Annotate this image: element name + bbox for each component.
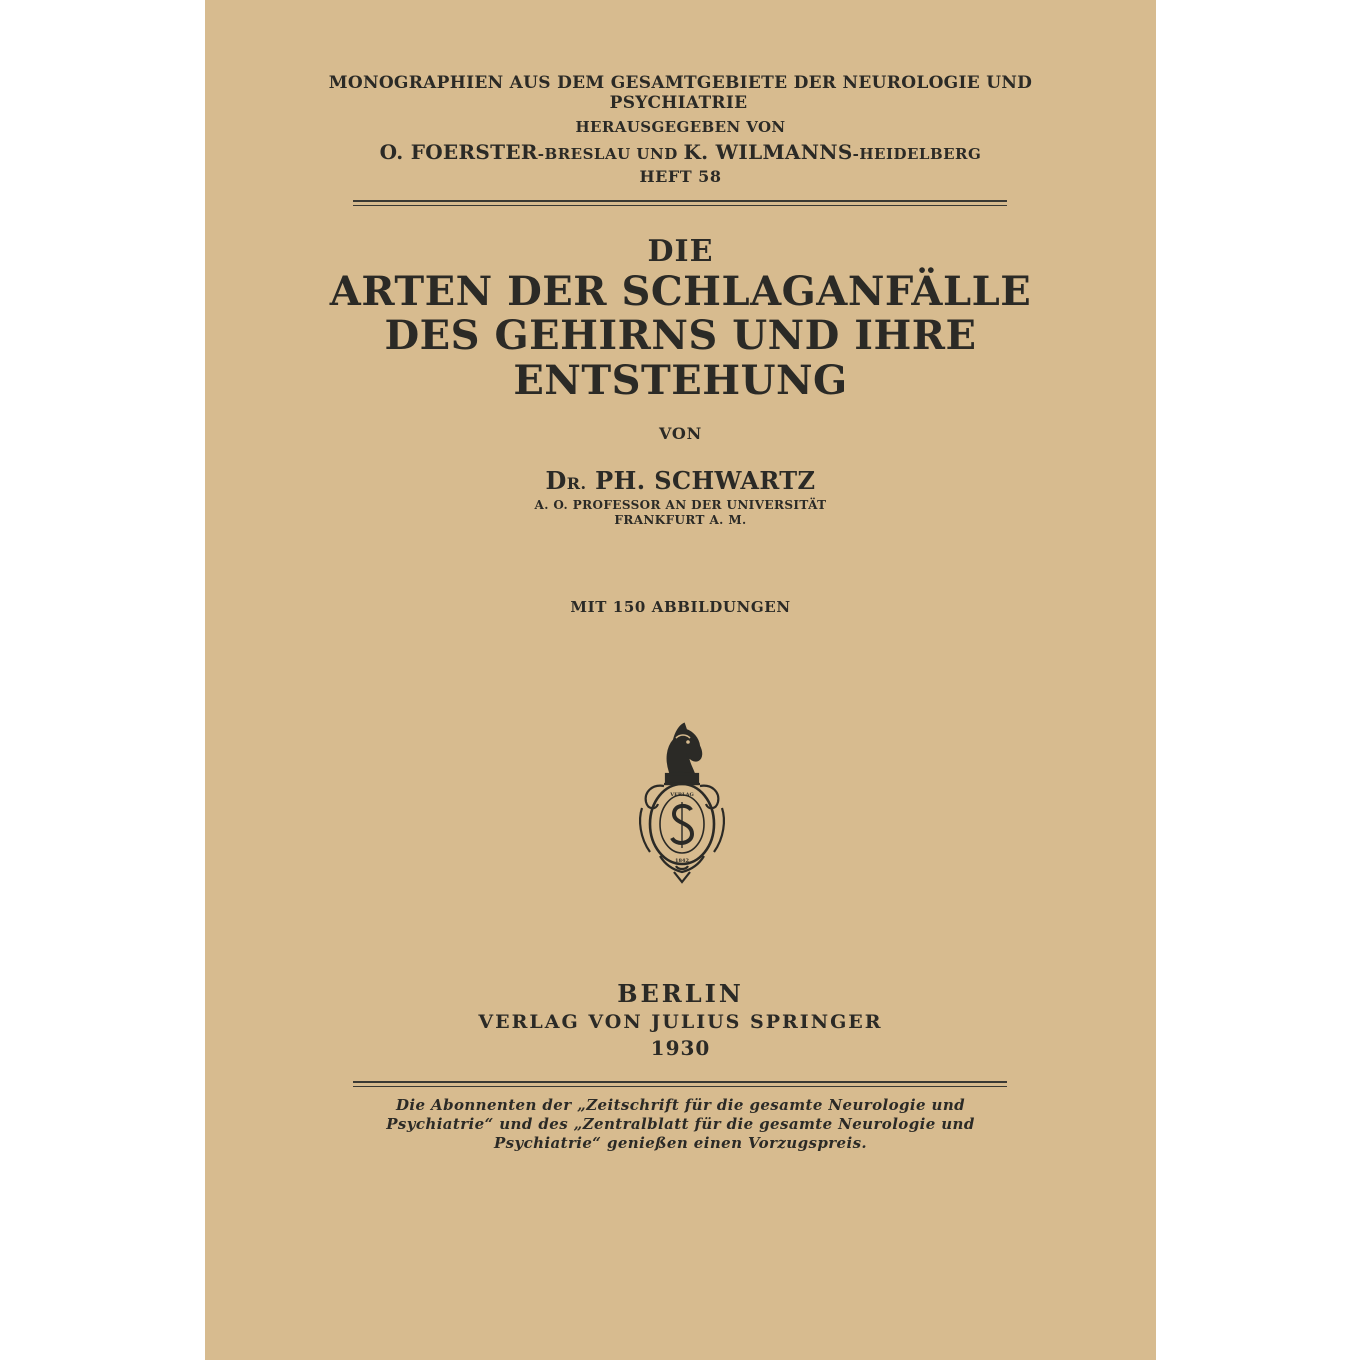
author-affiliation-1: A. O. PROFESSOR AN DER UNIVERSITÄT — [534, 498, 827, 512]
editor-1-city: -BRESLAU UND — [537, 145, 684, 163]
bottom-double-rule — [353, 1081, 1007, 1087]
edited-by-label: HERAUSGEGEBEN VON — [575, 118, 786, 136]
title-line-2: DES GEHIRNS UND IHRE — [384, 312, 977, 359]
editors — [205, 140, 1156, 164]
author-name — [205, 466, 1156, 495]
byline: VON — [658, 424, 703, 443]
subscriber-note-line-1: Die Abonnenten der „Zeitschrift für die gesamte Neurologie und — [395, 1096, 966, 1114]
svg-text:VERLAG: VERLAG — [670, 792, 694, 798]
subscriber-note-line-3: Psychiatrie“ genießen einen Vorzugspreis. — [493, 1134, 868, 1152]
title-article: DIE — [647, 234, 714, 269]
svg-text:1842: 1842 — [675, 858, 689, 864]
subscriber-note-line-2: Psychiatrie“ und des „Zentralblatt für die gesamte Neurologie und — [386, 1115, 975, 1133]
imprint-year: 1930 — [650, 1036, 711, 1060]
editor-1-name: O. FOERSTER — [379, 140, 538, 164]
author-prefix-d: D — [545, 466, 567, 495]
editor-2-city: -HEIDELBERG — [852, 145, 982, 163]
title-line-3: ENTSTEHUNG — [513, 357, 848, 404]
author-surname: PH. SCHWARTZ — [586, 466, 816, 495]
springer-horse-logo-icon — [636, 720, 728, 884]
author-affiliation-2: FRANKFURT A. M. — [614, 513, 747, 527]
series-title-line-2: PSYCHIATRIE — [609, 93, 748, 113]
top-double-rule — [353, 200, 1007, 206]
series-title-line-1: MONOGRAPHIEN AUS DEM GESAMTGEBIETE DER NEUROLOGIE UND — [328, 73, 1033, 93]
title-line-1: ARTEN DER SCHLAGANFÄLLE — [329, 268, 1032, 315]
author-prefix-r: R. — [566, 474, 587, 493]
imprint-city: BERLIN — [617, 979, 744, 1008]
imprint-publisher: VERLAG VON JULIUS SPRINGER — [478, 1011, 883, 1033]
issue-number: HEFT 58 — [639, 167, 722, 186]
editor-2-name: K. WILMANNS — [683, 140, 853, 164]
illustration-count: MIT 150 ABBILDUNGEN — [570, 598, 791, 616]
book-cover — [205, 0, 1156, 1360]
